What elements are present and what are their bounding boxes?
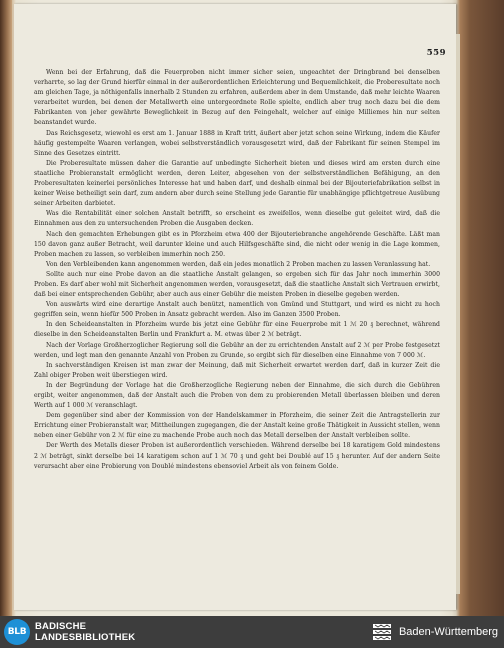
paragraph: Von den Verbleibenden kann angenommen werden, daß ein jedes monatlich 2 Proben machen zu lassen Veranlassung hat. [46, 260, 431, 268]
paragraph: Wenn bei der Erfahrung, daß die Feuerproben nicht immer sicher seien, ungeachtet der Dringbrand bei denselben verharrte, so lag der Grund hierfür einmal in der außerordentlichen Erleichterung und Bequemlichkeit, die Proberesultate noch am gleichen Tage, ja nöthigenfalls innerhalb 2 Stunden zu erfahren, außerdem aber in dem Umstande, daß mehr leichte Waaren verarbeitet wurden, bei denen der Metallwerth eine untergeordnete Rolle spielte, endlich aber trug noch dazu bei die dem Fabrikanten von jeher gewährte Beweglichkeit in Bezug auf den Feingehalt, welcher auf einige Milliemes hin nur selten beanstandet wurde. [34, 69, 440, 127]
paragraph: Das Reichsgesetz, wiewohl es erst am 1. Januar 1888 in Kraft tritt, äußert aber jetzt schon seine Wirkung, indem die Käufer häufig gestempelte Waaren verlangen, wobei selbstverständlich vorausgesetzt wird, daß der Fabrikant für seinen Stempel im Sinne des Gesetzes eintritt. [34, 129, 440, 157]
paragraph: In sachverständigen Kreisen ist man zwar der Meinung, daß mit Sicherheit erwartet werden darf, daß in kurzer Zeit die Zahl obiger Proben weit überstiegen wird. [34, 361, 440, 379]
blb-logo-link[interactable] [4, 619, 135, 645]
paragraph: In der Begründung der Vorlage hat die Großherzogliche Regierung neben der Einnahme, die sich durch die Gebühren ergibt, weiter angenommen, daß der Anstalt auch die Proben von dem zu probierenden Metall überlassen bleiben und deren Werth auf 1 000 ℳ veranschlagt. [34, 381, 440, 410]
page-edge [456, 34, 460, 594]
paragraph: Sollte auch nur eine Probe davon an die staatliche Anstalt gelangen, so ergeben sich für das Jahr noch immerhin 3000 Proben. Es darf aber wohl mit Sicherheit angenommen werden, vorausgesetzt, daß die staatliche Anstalt sich Vertrauen erwirbt, daß bei einer entsprechenden Gebühr, aber auch aus einer Gebühr die meisten Proben in dieselbe gegeben werden. [34, 270, 440, 299]
paragraph: Die Proberesultate müssen daher die Garantie auf unbedingte Sicherheit bieten und dieses wird am ersten durch eine staatliche Probieranstalt ermöglicht werden, deren Leiter, abgesehen von der selbstverständlichen Befähigung, an den Proberesultaten keinerlei persönliches Interesse hat und haben darf, und deshalb einmal bei der Bijouteriefabrikation selbst in keiner Weise betheiligt sein darf, zum andern aber durch seine Stellung jede Garantie für unabhängige pflichtgetreue Ausübung seiner Arbeiten darbietet. [34, 159, 440, 208]
blb-logo-icon: BLB [4, 619, 30, 645]
state-crest-icon [371, 621, 393, 643]
paragraph: In den Scheideanstalten in Pforzheim wurde bis jetzt eine Gebühr für eine Feuerprobe mit 1 ℳ 20 ₰ berechnet, während dieselbe in den Scheideanstalten Berlin und Frankfurt a. M. etwas über 2 ℳ beträgt. [34, 321, 440, 339]
paragraph: Der Werth des Metalls dieser Proben ist außerordentlich verschieden. Während derselbe bei 18 karatigem Gold mindestens 2 ℳ beträgt, sinkt derselbe bei 14 karatigem schon auf 1 ℳ 70 ₰ und geht bei Doublé auf 15 ₰ herunter. Auf der andern Seite verursacht aber eine Probierung von Doublé mindestens ebensoviel Arbeit als von feinem Golde. [34, 442, 440, 470]
book-page [14, 4, 456, 610]
paragraph: Was die Rentabilität einer solchen Anstalt betrifft, so erscheint es zweifellos, wenn dieselbe gut geleitet wird, daß die Einnahmen aus den zu untersuchenden Proben die Ausgaben decken. [34, 210, 440, 228]
paragraph: Nach den gemachten Erhebungen gibt es in Pforzheim etwa 400 der Bijouteriebranche angehörende Geschäfte. Läßt man 150 davon ganz außer Betracht, weil darunter kleine und auch Hilfsgeschäfte sind, die nicht oder wenig in die Lage kommen, Proben machen zu lassen, so verbleiben immerhin noch 250. [34, 230, 440, 258]
page-text [34, 68, 440, 472]
paragraph: Von auswärts wird eine derartige Anstalt auch benützt, namentlich von Gmünd und Stuttgart, und wird es nicht zu hoch gegriffen sein, wenn hiefür 500 Proben in Ansatz gebracht werden. Also im Ganzen 3500 Proben. [34, 301, 440, 319]
page-number: 559 [426, 48, 446, 58]
baden-wuerttemberg-logo-link[interactable] [371, 621, 498, 643]
library-name [35, 621, 135, 643]
library-name-line1: BADISCHE [35, 621, 87, 632]
library-name-line2: LANDESBIBLIOTHEK [35, 632, 136, 643]
viewer-footer [0, 616, 504, 648]
state-name: Baden-Württemberg [398, 626, 498, 638]
paragraph: Dem gegenüber sind aber der Kommission von der Handelskammer in Pforzheim, die seiner Zeit die Antragstellerin zur Errichtung einer Probieranstalt war, Mittheilungen zugegangen, die der Anstalt keine große Thätigkeit in Aussicht stellen, wenn neben einer Gebühr von 2 ℳ für eine zu machende Probe auch noch das Metall derselben der Anstalt verbleiben sollte. [34, 412, 440, 440]
book-spine [0, 0, 12, 616]
paragraph: Nach der Vorlage Großherzoglicher Regierung soll die Gebühr an der zu errichtenden Anstalt auf 2 ℳ per Probe festgesetzt werden, und legt man den genannte Anzahl von Proben zu Grunde, so ergibt sich für dieselben eine Einnahme von 7 000 ℳ. [34, 341, 440, 359]
